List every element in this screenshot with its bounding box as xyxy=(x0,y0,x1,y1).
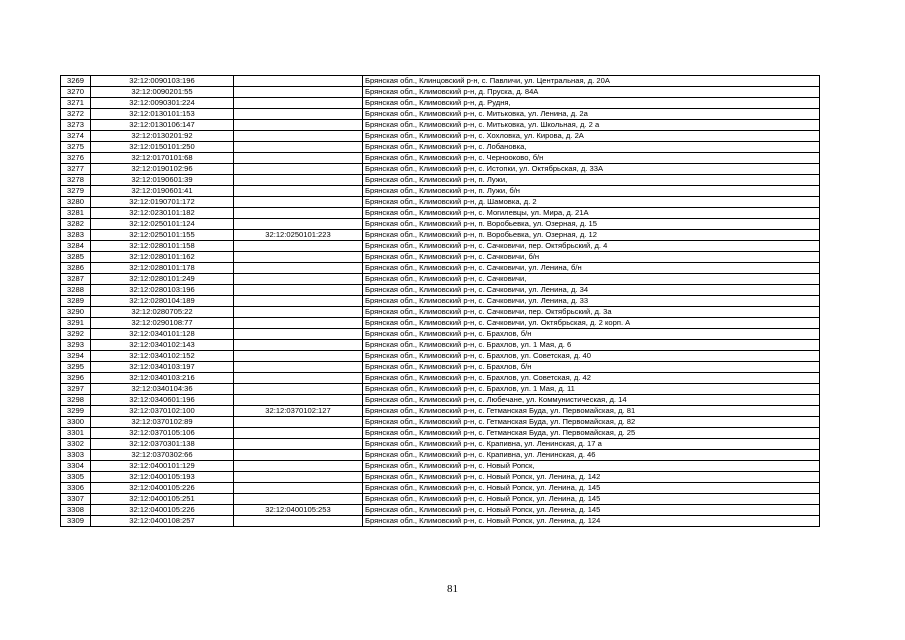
address-cell: Брянская обл., Климовский р-н, д. Шамовка, д. 2 xyxy=(363,197,820,208)
row-number-cell: 3293 xyxy=(61,340,91,351)
address-cell: Брянская обл., Климовский р-н, п. Лужи, б/н xyxy=(363,186,820,197)
cadastral-number-cell: 32:12:0280103:196 xyxy=(91,285,234,296)
address-cell: Брянская обл., Климовский р-н, с. Брахлов, б/н xyxy=(363,329,820,340)
cadastral-number-cell: 32:12:0090301:224 xyxy=(91,98,234,109)
related-cadastral-number-cell xyxy=(234,76,363,87)
related-cadastral-number-cell xyxy=(234,164,363,175)
address-cell: Брянская обл., Климовский р-н, п. Воробьевка, ул. Озерная, д. 12 xyxy=(363,230,820,241)
row-number-cell: 3303 xyxy=(61,450,91,461)
address-cell: Брянская обл., Климовский р-н, с. Брахлов, ул. 1 Мая, д. 6 xyxy=(363,340,820,351)
table-row xyxy=(61,76,820,87)
related-cadastral-number-cell xyxy=(234,472,363,483)
related-cadastral-number-cell xyxy=(234,494,363,505)
address-cell: Брянская обл., Климовский р-н, с. Сачковичи, пер. Октябрьский, д. 4 xyxy=(363,241,820,252)
table-row xyxy=(61,263,820,274)
address-cell: Брянская обл., Климовский р-н, с. Крапивна, ул. Ленинская, д. 17 а xyxy=(363,439,820,450)
cadastral-number-cell: 32:12:0400105:251 xyxy=(91,494,234,505)
row-number-cell: 3284 xyxy=(61,241,91,252)
table-row xyxy=(61,505,820,516)
cadastral-number-cell: 32:12:0400105:193 xyxy=(91,472,234,483)
cadastral-number-cell: 32:12:0190701:172 xyxy=(91,197,234,208)
related-cadastral-number-cell xyxy=(234,439,363,450)
related-cadastral-number-cell xyxy=(234,87,363,98)
address-cell: Брянская обл., Климовский р-н, с. Брахлов, б/н xyxy=(363,362,820,373)
address-cell: Брянская обл., Климовский р-н, с. Митьковка, ул. Школьная, д. 2 а xyxy=(363,120,820,131)
related-cadastral-number-cell xyxy=(234,395,363,406)
related-cadastral-number-cell xyxy=(234,241,363,252)
row-number-cell: 3294 xyxy=(61,351,91,362)
cadastral-number-cell: 32:12:0170101:68 xyxy=(91,153,234,164)
related-cadastral-number-cell xyxy=(234,186,363,197)
row-number-cell: 3289 xyxy=(61,296,91,307)
row-number-cell: 3297 xyxy=(61,384,91,395)
related-cadastral-number-cell: 32:12:0400105:253 xyxy=(234,505,363,516)
cadastral-number-cell: 32:12:0400101:129 xyxy=(91,461,234,472)
table-row xyxy=(61,219,820,230)
related-cadastral-number-cell xyxy=(234,208,363,219)
table-row xyxy=(61,406,820,417)
row-number-cell: 3281 xyxy=(61,208,91,219)
row-number-cell: 3288 xyxy=(61,285,91,296)
address-cell: Брянская обл., Климовский р-н, с. Лобановка, xyxy=(363,142,820,153)
table-row xyxy=(61,461,820,472)
table-row xyxy=(61,384,820,395)
cadastral-number-cell: 32:12:0230101:182 xyxy=(91,208,234,219)
table-row xyxy=(61,351,820,362)
related-cadastral-number-cell xyxy=(234,285,363,296)
address-cell: Брянская обл., Климовский р-н, с. Новый Ропск, ул. Ленина, д. 145 xyxy=(363,494,820,505)
address-cell: Брянская обл., Климовский р-н, с. Новый Ропск, ул. Ленина, д. 145 xyxy=(363,483,820,494)
address-cell: Брянская обл., Климовский р-н, с. Брахлов, ул. 1 Мая, д. 11 xyxy=(363,384,820,395)
row-number-cell: 3279 xyxy=(61,186,91,197)
related-cadastral-number-cell xyxy=(234,373,363,384)
address-cell: Брянская обл., Климовский р-н, с. Сачковичи, б/н xyxy=(363,252,820,263)
address-cell: Брянская обл., Климовский р-н, с. Крапивна, ул. Ленинская, д. 46 xyxy=(363,450,820,461)
row-number-cell: 3270 xyxy=(61,87,91,98)
address-cell: Брянская обл., Климовский р-н, с. Хохловка, ул. Кирова, д. 2А xyxy=(363,131,820,142)
row-number-cell: 3286 xyxy=(61,263,91,274)
table-row xyxy=(61,153,820,164)
row-number-cell: 3287 xyxy=(61,274,91,285)
table-row xyxy=(61,109,820,120)
cadastral-number-cell: 32:12:0370102:89 xyxy=(91,417,234,428)
address-cell: Брянская обл., Климовский р-н, с. Брахлов, ул. Советская, д. 42 xyxy=(363,373,820,384)
related-cadastral-number-cell xyxy=(234,131,363,142)
row-number-cell: 3271 xyxy=(61,98,91,109)
related-cadastral-number-cell: 32:12:0370102:127 xyxy=(234,406,363,417)
row-number-cell: 3291 xyxy=(61,318,91,329)
address-cell: Брянская обл., Климовский р-н, с. Сачковичи, xyxy=(363,274,820,285)
row-number-cell: 3304 xyxy=(61,461,91,472)
address-cell: Брянская обл., Климовский р-н, с. Митьковка, ул. Ленина, д. 2а xyxy=(363,109,820,120)
table-row xyxy=(61,318,820,329)
table-row xyxy=(61,307,820,318)
table-row xyxy=(61,131,820,142)
row-number-cell: 3283 xyxy=(61,230,91,241)
table-row xyxy=(61,230,820,241)
related-cadastral-number-cell xyxy=(234,175,363,186)
related-cadastral-number-cell xyxy=(234,450,363,461)
address-cell: Брянская обл., Климовский р-н, с. Гетманская Буда, ул. Первомайская, д. 25 xyxy=(363,428,820,439)
cadastral-number-cell: 32:12:0340103:216 xyxy=(91,373,234,384)
cadastral-number-cell: 32:12:0280101:249 xyxy=(91,274,234,285)
related-cadastral-number-cell xyxy=(234,340,363,351)
cadastral-number-cell: 32:12:0280101:178 xyxy=(91,263,234,274)
row-number-cell: 3290 xyxy=(61,307,91,318)
related-cadastral-number-cell xyxy=(234,296,363,307)
row-number-cell: 3276 xyxy=(61,153,91,164)
address-cell: Брянская обл., Климовский р-н, д. Пруска, д. 84А xyxy=(363,87,820,98)
registry-table xyxy=(60,75,820,527)
related-cadastral-number-cell xyxy=(234,263,363,274)
cadastral-number-cell: 32:12:0400105:226 xyxy=(91,483,234,494)
address-cell: Брянская обл., Климовский р-н, с. Гетманская Буда, ул. Первомайская, д. 81 xyxy=(363,406,820,417)
related-cadastral-number-cell xyxy=(234,483,363,494)
cadastral-number-cell: 32:12:0190102:96 xyxy=(91,164,234,175)
cadastral-number-cell: 32:12:0400108:257 xyxy=(91,516,234,527)
cadastral-number-cell: 32:12:0290108:77 xyxy=(91,318,234,329)
row-number-cell: 3302 xyxy=(61,439,91,450)
address-cell: Брянская обл., Климовский р-н, с. Чернооково, б/н xyxy=(363,153,820,164)
row-number-cell: 3307 xyxy=(61,494,91,505)
table-row xyxy=(61,450,820,461)
address-cell: Брянская обл., Климовский р-н, п. Лужи, xyxy=(363,175,820,186)
table-row xyxy=(61,120,820,131)
row-number-cell: 3285 xyxy=(61,252,91,263)
table-row xyxy=(61,285,820,296)
address-cell: Брянская обл., Климовский р-н, с. Гетманская Буда, ул. Первомайская, д. 82 xyxy=(363,417,820,428)
row-number-cell: 3282 xyxy=(61,219,91,230)
cadastral-number-cell: 32:12:0340601:196 xyxy=(91,395,234,406)
cadastral-number-cell: 32:12:0190601:41 xyxy=(91,186,234,197)
cadastral-number-cell: 32:12:0340103:197 xyxy=(91,362,234,373)
table-row xyxy=(61,417,820,428)
related-cadastral-number-cell xyxy=(234,318,363,329)
related-cadastral-number-cell xyxy=(234,417,363,428)
cadastral-number-cell: 32:12:0280101:158 xyxy=(91,241,234,252)
cadastral-number-cell: 32:12:0400105:226 xyxy=(91,505,234,516)
address-cell: Брянская обл., Климовский р-н, с. Сачковичи, ул. Ленина, д. 33 xyxy=(363,296,820,307)
address-cell: Брянская обл., Клинцовский р-н, с. Павличи, ул. Центральная, д. 20А xyxy=(363,76,820,87)
cadastral-number-cell: 32:12:0250101:155 xyxy=(91,230,234,241)
related-cadastral-number-cell xyxy=(234,461,363,472)
address-cell: Брянская обл., Климовский р-н, с. Сачковичи, ул. Октябрьская, д. 2 корп. А xyxy=(363,318,820,329)
address-cell: Брянская обл., Климовский р-н, с. Истопки, ул. Октябрьская, д. 33А xyxy=(363,164,820,175)
address-cell: Брянская обл., Климовский р-н, с. Сачковичи, пер. Октябрьский, д. 3а xyxy=(363,307,820,318)
address-cell: Брянская обл., Климовский р-н, с. Могилевцы, ул. Мира, д. 21А xyxy=(363,208,820,219)
row-number-cell: 3277 xyxy=(61,164,91,175)
row-number-cell: 3278 xyxy=(61,175,91,186)
table-row xyxy=(61,439,820,450)
table-row xyxy=(61,197,820,208)
table-row xyxy=(61,329,820,340)
address-cell: Брянская обл., Климовский р-н, с. Новый Ропск, ул. Ленина, д. 145 xyxy=(363,505,820,516)
row-number-cell: 3280 xyxy=(61,197,91,208)
cadastral-number-cell: 32:12:0340101:128 xyxy=(91,329,234,340)
address-cell: Брянская обл., Климовский р-н, с. Брахлов, ул. Советская, д. 40 xyxy=(363,351,820,362)
cadastral-number-cell: 32:12:0130106:147 xyxy=(91,120,234,131)
cadastral-number-cell: 32:12:0340102:143 xyxy=(91,340,234,351)
table-row xyxy=(61,494,820,505)
row-number-cell: 3296 xyxy=(61,373,91,384)
cadastral-number-cell: 32:12:0150101:250 xyxy=(91,142,234,153)
related-cadastral-number-cell xyxy=(234,197,363,208)
related-cadastral-number-cell xyxy=(234,362,363,373)
cadastral-number-cell: 32:12:0190601:39 xyxy=(91,175,234,186)
page-number: 81 xyxy=(447,583,458,595)
table-row xyxy=(61,472,820,483)
related-cadastral-number-cell xyxy=(234,120,363,131)
table-row xyxy=(61,274,820,285)
cadastral-number-cell: 32:12:0250101:124 xyxy=(91,219,234,230)
table-body xyxy=(61,76,820,527)
address-cell: Брянская обл., Климовский р-н, п. Воробьевка, ул. Озерная, д. 15 xyxy=(363,219,820,230)
table-row xyxy=(61,186,820,197)
row-number-cell: 3306 xyxy=(61,483,91,494)
row-number-cell: 3298 xyxy=(61,395,91,406)
address-cell: Брянская обл., Климовский р-н, с. Новый Ропск, ул. Ленина, д. 124 xyxy=(363,516,820,527)
row-number-cell: 3269 xyxy=(61,76,91,87)
row-number-cell: 3295 xyxy=(61,362,91,373)
table-row xyxy=(61,296,820,307)
table-row xyxy=(61,87,820,98)
table-row xyxy=(61,164,820,175)
table-row xyxy=(61,175,820,186)
table-row xyxy=(61,483,820,494)
related-cadastral-number-cell xyxy=(234,516,363,527)
table-row xyxy=(61,428,820,439)
table-row xyxy=(61,252,820,263)
address-cell: Брянская обл., Климовский р-н, д. Рудня, xyxy=(363,98,820,109)
table-row xyxy=(61,340,820,351)
row-number-cell: 3275 xyxy=(61,142,91,153)
row-number-cell: 3273 xyxy=(61,120,91,131)
table-row xyxy=(61,241,820,252)
table-row xyxy=(61,395,820,406)
cadastral-number-cell: 32:12:0370302:66 xyxy=(91,450,234,461)
table-row xyxy=(61,373,820,384)
row-number-cell: 3272 xyxy=(61,109,91,120)
row-number-cell: 3305 xyxy=(61,472,91,483)
related-cadastral-number-cell xyxy=(234,219,363,230)
cadastral-number-cell: 32:12:0280104:189 xyxy=(91,296,234,307)
table-row xyxy=(61,142,820,153)
cadastral-number-cell: 32:12:0090201:55 xyxy=(91,87,234,98)
address-cell: Брянская обл., Климовский р-н, с. Сачковичи, ул. Ленина, б/н xyxy=(363,263,820,274)
related-cadastral-number-cell xyxy=(234,142,363,153)
related-cadastral-number-cell xyxy=(234,153,363,164)
cadastral-number-cell: 32:12:0340104:36 xyxy=(91,384,234,395)
address-cell: Брянская обл., Климовский р-н, с. Любечане, ул. Коммунистическая, д. 14 xyxy=(363,395,820,406)
related-cadastral-number-cell xyxy=(234,329,363,340)
related-cadastral-number-cell xyxy=(234,428,363,439)
table-row xyxy=(61,208,820,219)
related-cadastral-number-cell xyxy=(234,98,363,109)
row-number-cell: 3308 xyxy=(61,505,91,516)
address-cell: Брянская обл., Климовский р-н, с. Новый Ропск, xyxy=(363,461,820,472)
address-cell: Брянская обл., Климовский р-н, с. Новый Ропск, ул. Ленина, д. 142 xyxy=(363,472,820,483)
cadastral-number-cell: 32:12:0370105:106 xyxy=(91,428,234,439)
table-row xyxy=(61,516,820,527)
row-number-cell: 3300 xyxy=(61,417,91,428)
cadastral-number-cell: 32:12:0340102:152 xyxy=(91,351,234,362)
related-cadastral-number-cell: 32:12:0250101:223 xyxy=(234,230,363,241)
cadastral-number-cell: 32:12:0130201:92 xyxy=(91,131,234,142)
row-number-cell: 3299 xyxy=(61,406,91,417)
cadastral-number-cell: 32:12:0370102:100 xyxy=(91,406,234,417)
related-cadastral-number-cell xyxy=(234,109,363,120)
related-cadastral-number-cell xyxy=(234,274,363,285)
related-cadastral-number-cell xyxy=(234,384,363,395)
row-number-cell: 3301 xyxy=(61,428,91,439)
cadastral-number-cell: 32:12:0370301:138 xyxy=(91,439,234,450)
table-row xyxy=(61,98,820,109)
row-number-cell: 3292 xyxy=(61,329,91,340)
cadastral-number-cell: 32:12:0280101:162 xyxy=(91,252,234,263)
table-row xyxy=(61,362,820,373)
cadastral-number-cell: 32:12:0280705:22 xyxy=(91,307,234,318)
row-number-cell: 3274 xyxy=(61,131,91,142)
address-cell: Брянская обл., Климовский р-н, с. Сачковичи, ул. Ленина, д. 34 xyxy=(363,285,820,296)
row-number-cell: 3309 xyxy=(61,516,91,527)
cadastral-number-cell: 32:12:0090103:196 xyxy=(91,76,234,87)
cadastral-number-cell: 32:12:0130101:153 xyxy=(91,109,234,120)
related-cadastral-number-cell xyxy=(234,351,363,362)
related-cadastral-number-cell xyxy=(234,252,363,263)
related-cadastral-number-cell xyxy=(234,307,363,318)
